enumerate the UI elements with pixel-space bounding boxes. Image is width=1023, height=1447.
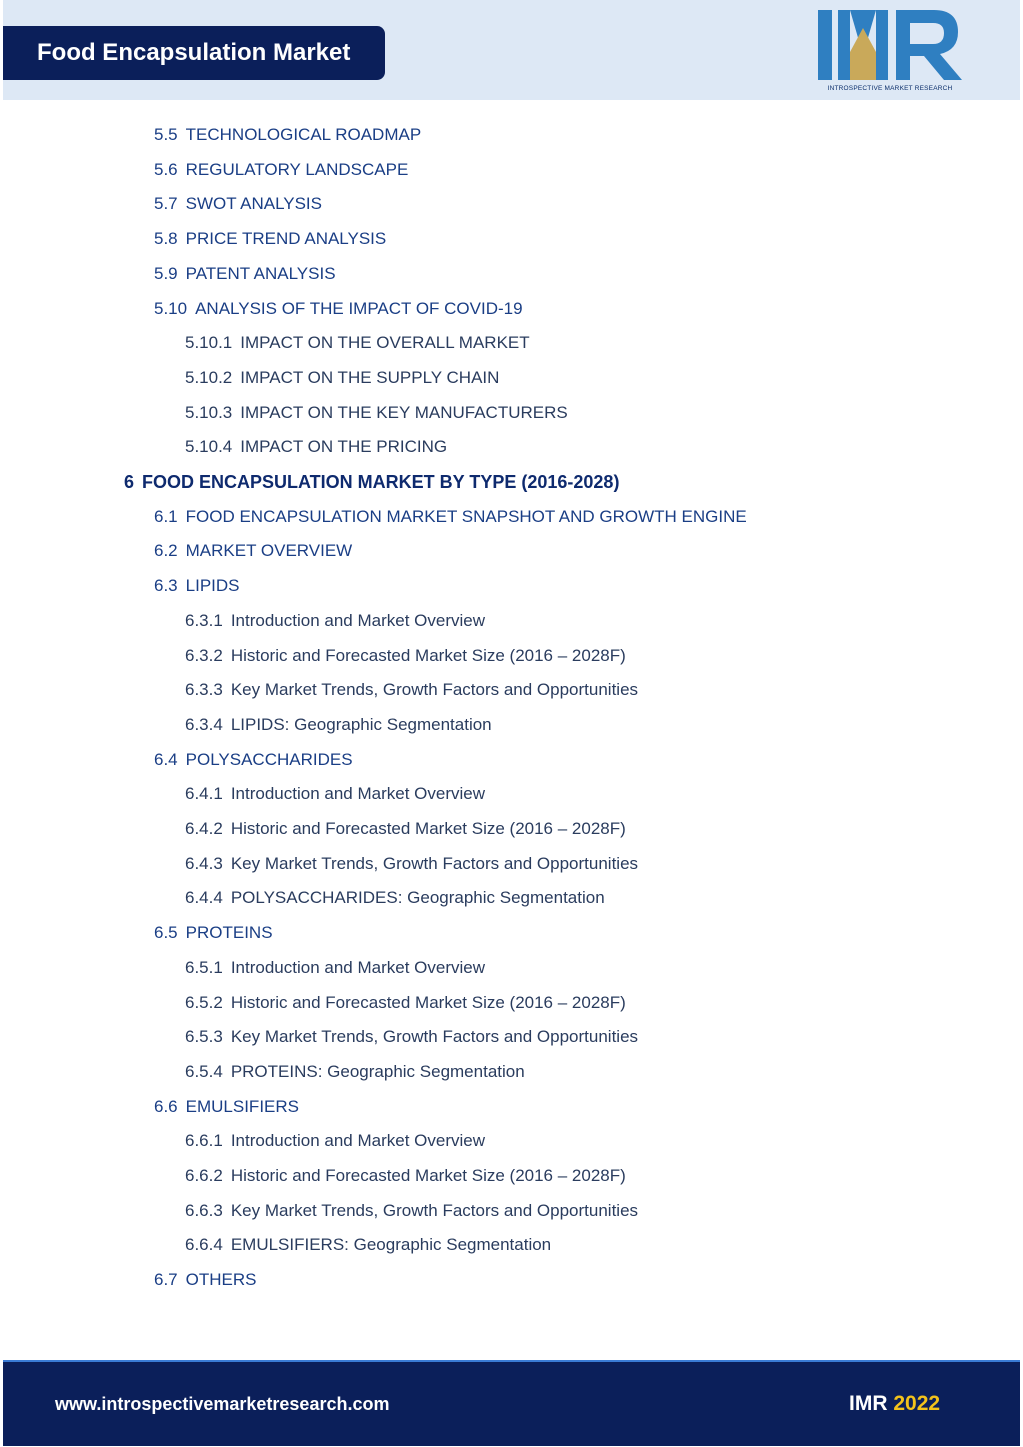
toc-entry[interactable] bbox=[185, 1201, 638, 1221]
toc-entry-number: 6.3.1 bbox=[185, 610, 223, 630]
toc-entry[interactable] bbox=[185, 715, 492, 735]
footer-brand-name: IMR bbox=[849, 1392, 888, 1415]
toc-entry-number: 6.3.2 bbox=[185, 645, 223, 665]
toc-entry[interactable] bbox=[185, 854, 638, 874]
imr-logo-mark bbox=[816, 10, 964, 84]
toc-entry[interactable] bbox=[154, 264, 336, 284]
toc-entry[interactable] bbox=[185, 1027, 638, 1047]
toc-entry[interactable] bbox=[154, 125, 421, 145]
toc-entry-text: SWOT ANALYSIS bbox=[185, 194, 322, 214]
toc-entry-number: 5.10.4 bbox=[185, 437, 233, 457]
toc-entry-text: LIPIDS: Geographic Segmentation bbox=[230, 714, 492, 734]
toc-entry[interactable] bbox=[185, 888, 605, 908]
toc-entry-number: 5.5 bbox=[154, 125, 178, 144]
toc-entry[interactable] bbox=[185, 784, 485, 804]
toc-entry-text: POLYSACCHARIDES bbox=[185, 749, 353, 769]
toc-entry[interactable] bbox=[185, 368, 499, 388]
toc-entry-text: PROTEINS bbox=[185, 923, 273, 943]
toc-entry[interactable] bbox=[185, 958, 485, 978]
toc-entry-number: 5.10.1 bbox=[185, 333, 233, 353]
toc-entry-text: Introduction and Market Overview bbox=[230, 610, 485, 630]
toc-entry-text: Historic and Forecasted Market Size (2016 – 2028F) bbox=[230, 1166, 626, 1185]
toc-entry-text: ANALYSIS OF THE IMPACT OF COVID-19 bbox=[195, 298, 523, 318]
toc-entry-number: 6 bbox=[124, 472, 135, 492]
toc-entry-text: Key Market Trends, Growth Factors and Opportunities bbox=[230, 1027, 639, 1047]
website-link[interactable]: www.introspectivemarketresearch.com bbox=[55, 1394, 390, 1414]
toc-entry-text: Historic and Forecasted Market Size (2016 – 2028F) bbox=[230, 992, 626, 1012]
toc-entry-text: Key Market Trends, Growth Factors and Opportunities bbox=[230, 853, 639, 873]
toc-entry-text: MARKET OVERVIEW bbox=[185, 541, 353, 561]
toc-entry[interactable] bbox=[185, 437, 447, 457]
toc-entry-text: TECHNOLOGICAL ROADMAP bbox=[185, 125, 422, 144]
toc-entry-number: 6.3.4 bbox=[185, 714, 223, 734]
toc-entry[interactable] bbox=[185, 1131, 485, 1151]
footer-year: 2022 bbox=[893, 1392, 941, 1415]
toc-entry[interactable] bbox=[154, 160, 408, 180]
toc-entry-number: 6.1 bbox=[154, 506, 178, 526]
toc-entry-text: EMULSIFIERS bbox=[185, 1096, 299, 1116]
toc-entry-number: 6.3.3 bbox=[185, 680, 223, 700]
toc-entry-text: OTHERS bbox=[185, 1270, 257, 1290]
toc-entry-text: Introduction and Market Overview bbox=[230, 957, 485, 977]
logo-subtitle: INTROSPECTIVE MARKET RESEARCH bbox=[827, 85, 953, 92]
toc-entry-text: Key Market Trends, Growth Factors and Opportunities bbox=[230, 1200, 639, 1220]
toc-entry-number: 6.6.1 bbox=[185, 1131, 223, 1151]
toc-entry[interactable] bbox=[185, 1062, 525, 1082]
toc-entry[interactable] bbox=[154, 750, 353, 770]
toc-entry-text: FOOD ENCAPSULATION MARKET SNAPSHOT AND GROWTH ENGINE bbox=[185, 506, 747, 526]
page-header bbox=[3, 0, 1020, 100]
toc-entry[interactable] bbox=[185, 646, 626, 666]
toc-entry-text: EMULSIFIERS: Geographic Segmentation bbox=[230, 1235, 552, 1255]
toc-entry-number: 6.5.2 bbox=[185, 992, 223, 1012]
toc-entry-number: 6.4.3 bbox=[185, 853, 223, 873]
toc-entry-number: 5.7 bbox=[154, 194, 178, 214]
toc-entry-number: 6.3 bbox=[154, 576, 178, 596]
toc-entry-text: Introduction and Market Overview bbox=[230, 1131, 485, 1151]
toc-entry-number: 6.4 bbox=[154, 749, 178, 769]
toc-entry-text: REGULATORY LANDSCAPE bbox=[185, 159, 409, 179]
toc-entry[interactable] bbox=[154, 576, 240, 596]
toc-entry[interactable] bbox=[154, 923, 273, 943]
toc-entry-number: 6.6 bbox=[154, 1096, 178, 1116]
toc-entry[interactable] bbox=[154, 1270, 256, 1290]
toc-entry-text: Historic and Forecasted Market Size (2016 – 2028F) bbox=[230, 819, 626, 838]
toc-entry-text: IMPACT ON THE OVERALL MARKET bbox=[240, 333, 530, 353]
toc-entry[interactable] bbox=[154, 541, 352, 561]
toc-entry[interactable] bbox=[154, 507, 747, 527]
toc-entry-number: 6.5.1 bbox=[185, 957, 223, 977]
toc-entry-text: PROTEINS: Geographic Segmentation bbox=[230, 1061, 525, 1081]
toc-entry-number: 6.6.4 bbox=[185, 1235, 223, 1255]
toc-entry-text: IMPACT ON THE KEY MANUFACTURERS bbox=[240, 402, 568, 422]
toc-entry-number: 6.5.3 bbox=[185, 1027, 223, 1047]
toc-entry-number: 6.5 bbox=[154, 923, 178, 943]
toc-entry-number: 5.10.3 bbox=[185, 402, 233, 422]
toc-entry-number: 6.5.4 bbox=[185, 1061, 223, 1081]
toc-entry-text: Key Market Trends, Growth Factors and Opportunities bbox=[230, 680, 639, 700]
toc-entry[interactable] bbox=[185, 333, 530, 353]
toc-entry-text: PATENT ANALYSIS bbox=[185, 263, 336, 283]
toc-entry-number: 6.4.2 bbox=[185, 819, 223, 838]
toc-entry-text: LIPIDS bbox=[185, 576, 240, 596]
toc-entry-number: 5.8 bbox=[154, 229, 178, 249]
toc-entry-number: 5.10.2 bbox=[185, 367, 233, 387]
toc-entry[interactable] bbox=[185, 403, 568, 423]
toc-entry-text: FOOD ENCAPSULATION MARKET BY TYPE (2016-2028) bbox=[142, 472, 620, 492]
toc-entry-number: 6.6.2 bbox=[185, 1166, 223, 1185]
toc-entry[interactable] bbox=[185, 993, 626, 1013]
toc-entry[interactable] bbox=[185, 680, 638, 700]
toc-entry-text: IMPACT ON THE SUPPLY CHAIN bbox=[240, 367, 500, 387]
toc-entry[interactable] bbox=[154, 229, 386, 249]
toc-entry[interactable] bbox=[185, 819, 626, 839]
toc-entry-text: POLYSACCHARIDES: Geographic Segmentation bbox=[230, 888, 605, 908]
toc-entry-number: 6.7 bbox=[154, 1270, 178, 1290]
toc-entry-number: 5.9 bbox=[154, 263, 178, 283]
toc-entry-number: 5.6 bbox=[154, 159, 178, 179]
toc-entry-text: PRICE TREND ANALYSIS bbox=[185, 229, 387, 249]
toc-entry[interactable] bbox=[185, 611, 485, 631]
toc-entry[interactable] bbox=[154, 299, 523, 319]
toc-entry[interactable] bbox=[154, 1097, 299, 1117]
toc-entry-number: 6.4.1 bbox=[185, 784, 223, 804]
toc-entry-number: 6.4.4 bbox=[185, 888, 223, 908]
toc-entry-number: 6.2 bbox=[154, 541, 178, 561]
toc-entry-text: Historic and Forecasted Market Size (2016 – 2028F) bbox=[230, 645, 626, 665]
imr-logo bbox=[816, 10, 964, 96]
toc-entry-number: 5.10 bbox=[154, 298, 188, 318]
toc-chapter-heading[interactable] bbox=[124, 472, 619, 493]
report-title: Food Encapsulation Market bbox=[3, 26, 385, 80]
toc-entry[interactable] bbox=[185, 1166, 626, 1186]
toc-entry-text: Introduction and Market Overview bbox=[230, 784, 485, 804]
toc-entry-number: 6.6.3 bbox=[185, 1200, 223, 1220]
toc-entry[interactable] bbox=[185, 1235, 551, 1255]
page-footer bbox=[3, 1360, 1020, 1446]
footer-brand bbox=[849, 1392, 940, 1416]
toc-entry-text: IMPACT ON THE PRICING bbox=[240, 437, 448, 457]
toc-entry[interactable] bbox=[154, 194, 322, 214]
